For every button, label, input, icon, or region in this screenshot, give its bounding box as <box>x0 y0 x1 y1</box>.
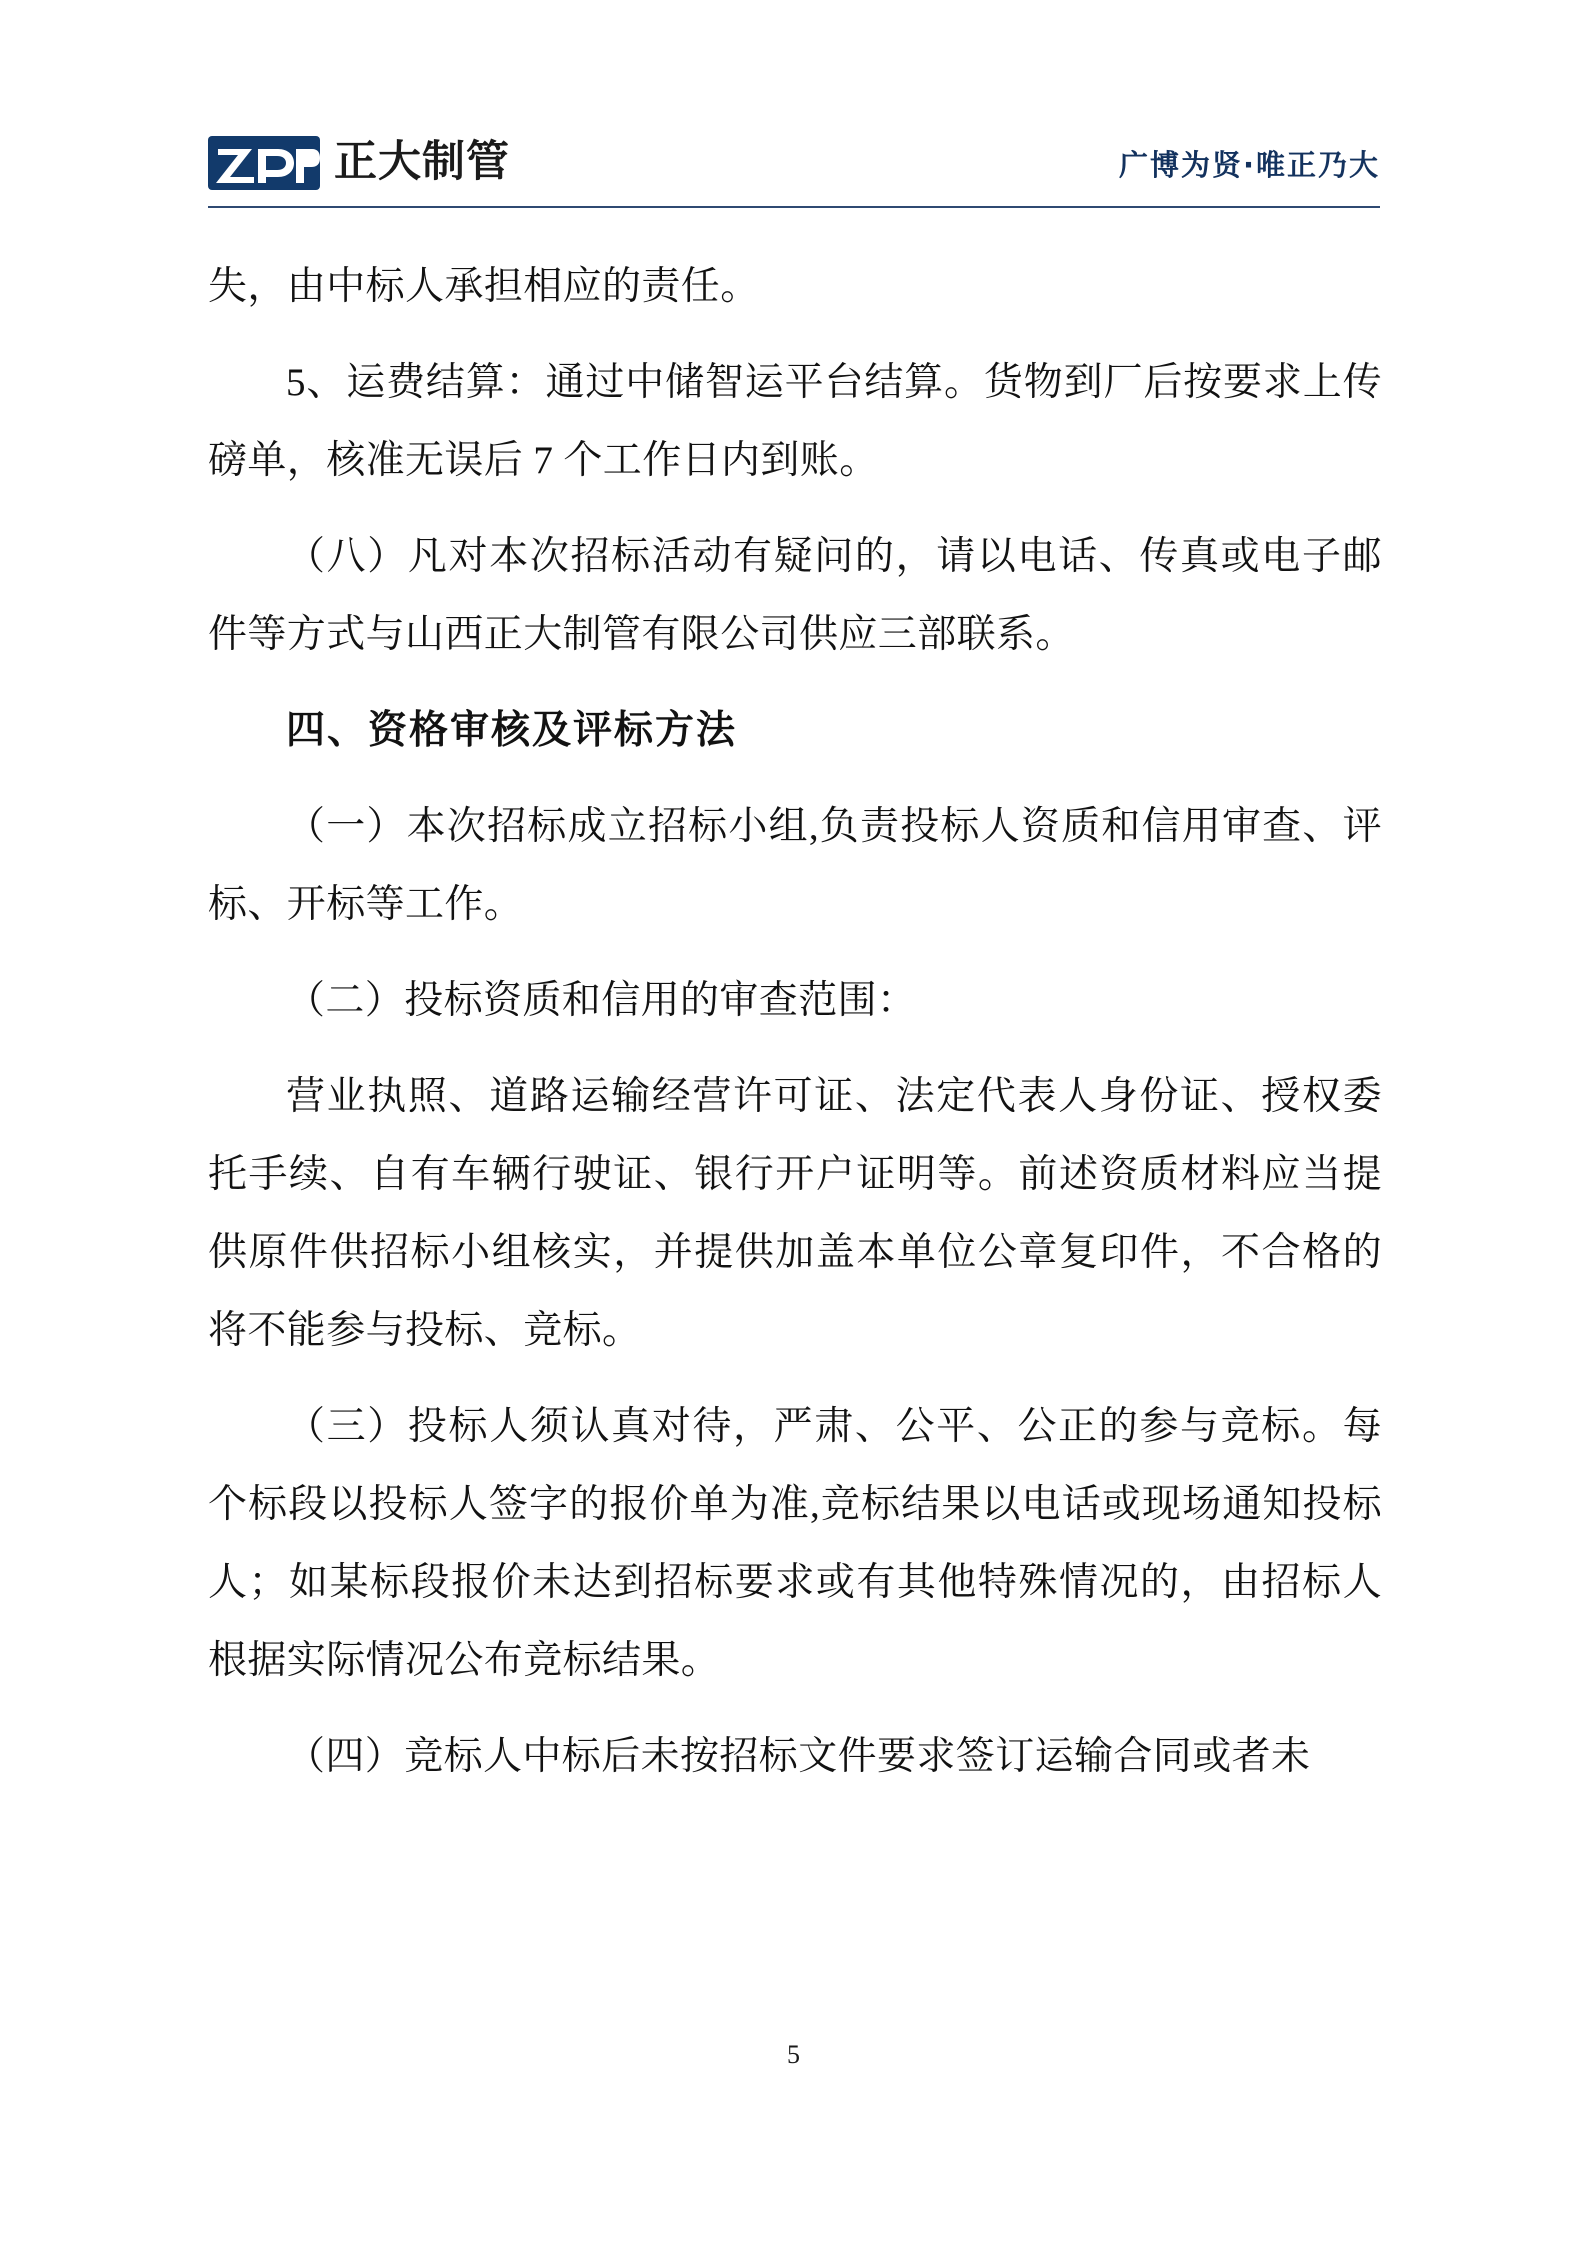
paragraph: （一）本次招标成立招标小组,负责投标人资质和信用审查、评标、开标等工作。 <box>208 805 1382 926</box>
company-slogan: 广博为贤·唯正乃大 <box>1118 148 1380 182</box>
paragraph: 失，由中标人承担相应的责任。 <box>208 265 760 308</box>
section-heading: 四、资格审核及评标方法 <box>286 709 738 752</box>
header-divider <box>208 206 1380 208</box>
company-logo <box>208 136 510 190</box>
page-number: 5 <box>787 2040 800 2069</box>
page-header <box>208 118 1380 208</box>
paragraph: 5、运费结算：通过中储智运平台结算。货物到厂后按要求上传磅单，核准无误后 7 个工作日内到账。 <box>208 361 1382 482</box>
paragraph: （三）投标人须认真对待，严肃、公平、公正的参与竞标。每个标段以投标人签字的报价单为准,竞标结果以电话或现场通知投标人；如某标段报价未达到招标要求或有其他特殊情况的，由招标人根据实际情况公布竞标结果。 <box>208 1405 1382 1682</box>
paragraph: （二）投标资质和信用的审查范围： <box>286 979 917 1022</box>
document-body <box>208 248 1382 1802</box>
logo-wordmark: 正大制管 <box>334 136 510 187</box>
paragraph: （八）凡对本次招标活动有疑问的，请以电话、传真或电子邮件等方式与山西正大制管有限公司供应三部联系。 <box>208 535 1382 656</box>
header-content <box>208 118 1380 190</box>
paragraph: 营业执照、道路运输经营许可证、法定代表人身份证、授权委托手续、自有车辆行驶证、银行开户证明等。前述资质材料应当提供原件供招标小组核实，并提供加盖本单位公章复印件，不合格的将不能参与投标、竞标。 <box>208 1075 1382 1352</box>
paragraph: （四）竞标人中标后未按招标文件要求签订运输合同或者未 <box>286 1735 1311 1778</box>
page-footer <box>0 2040 1587 2070</box>
zdp-logo-icon <box>208 136 320 190</box>
